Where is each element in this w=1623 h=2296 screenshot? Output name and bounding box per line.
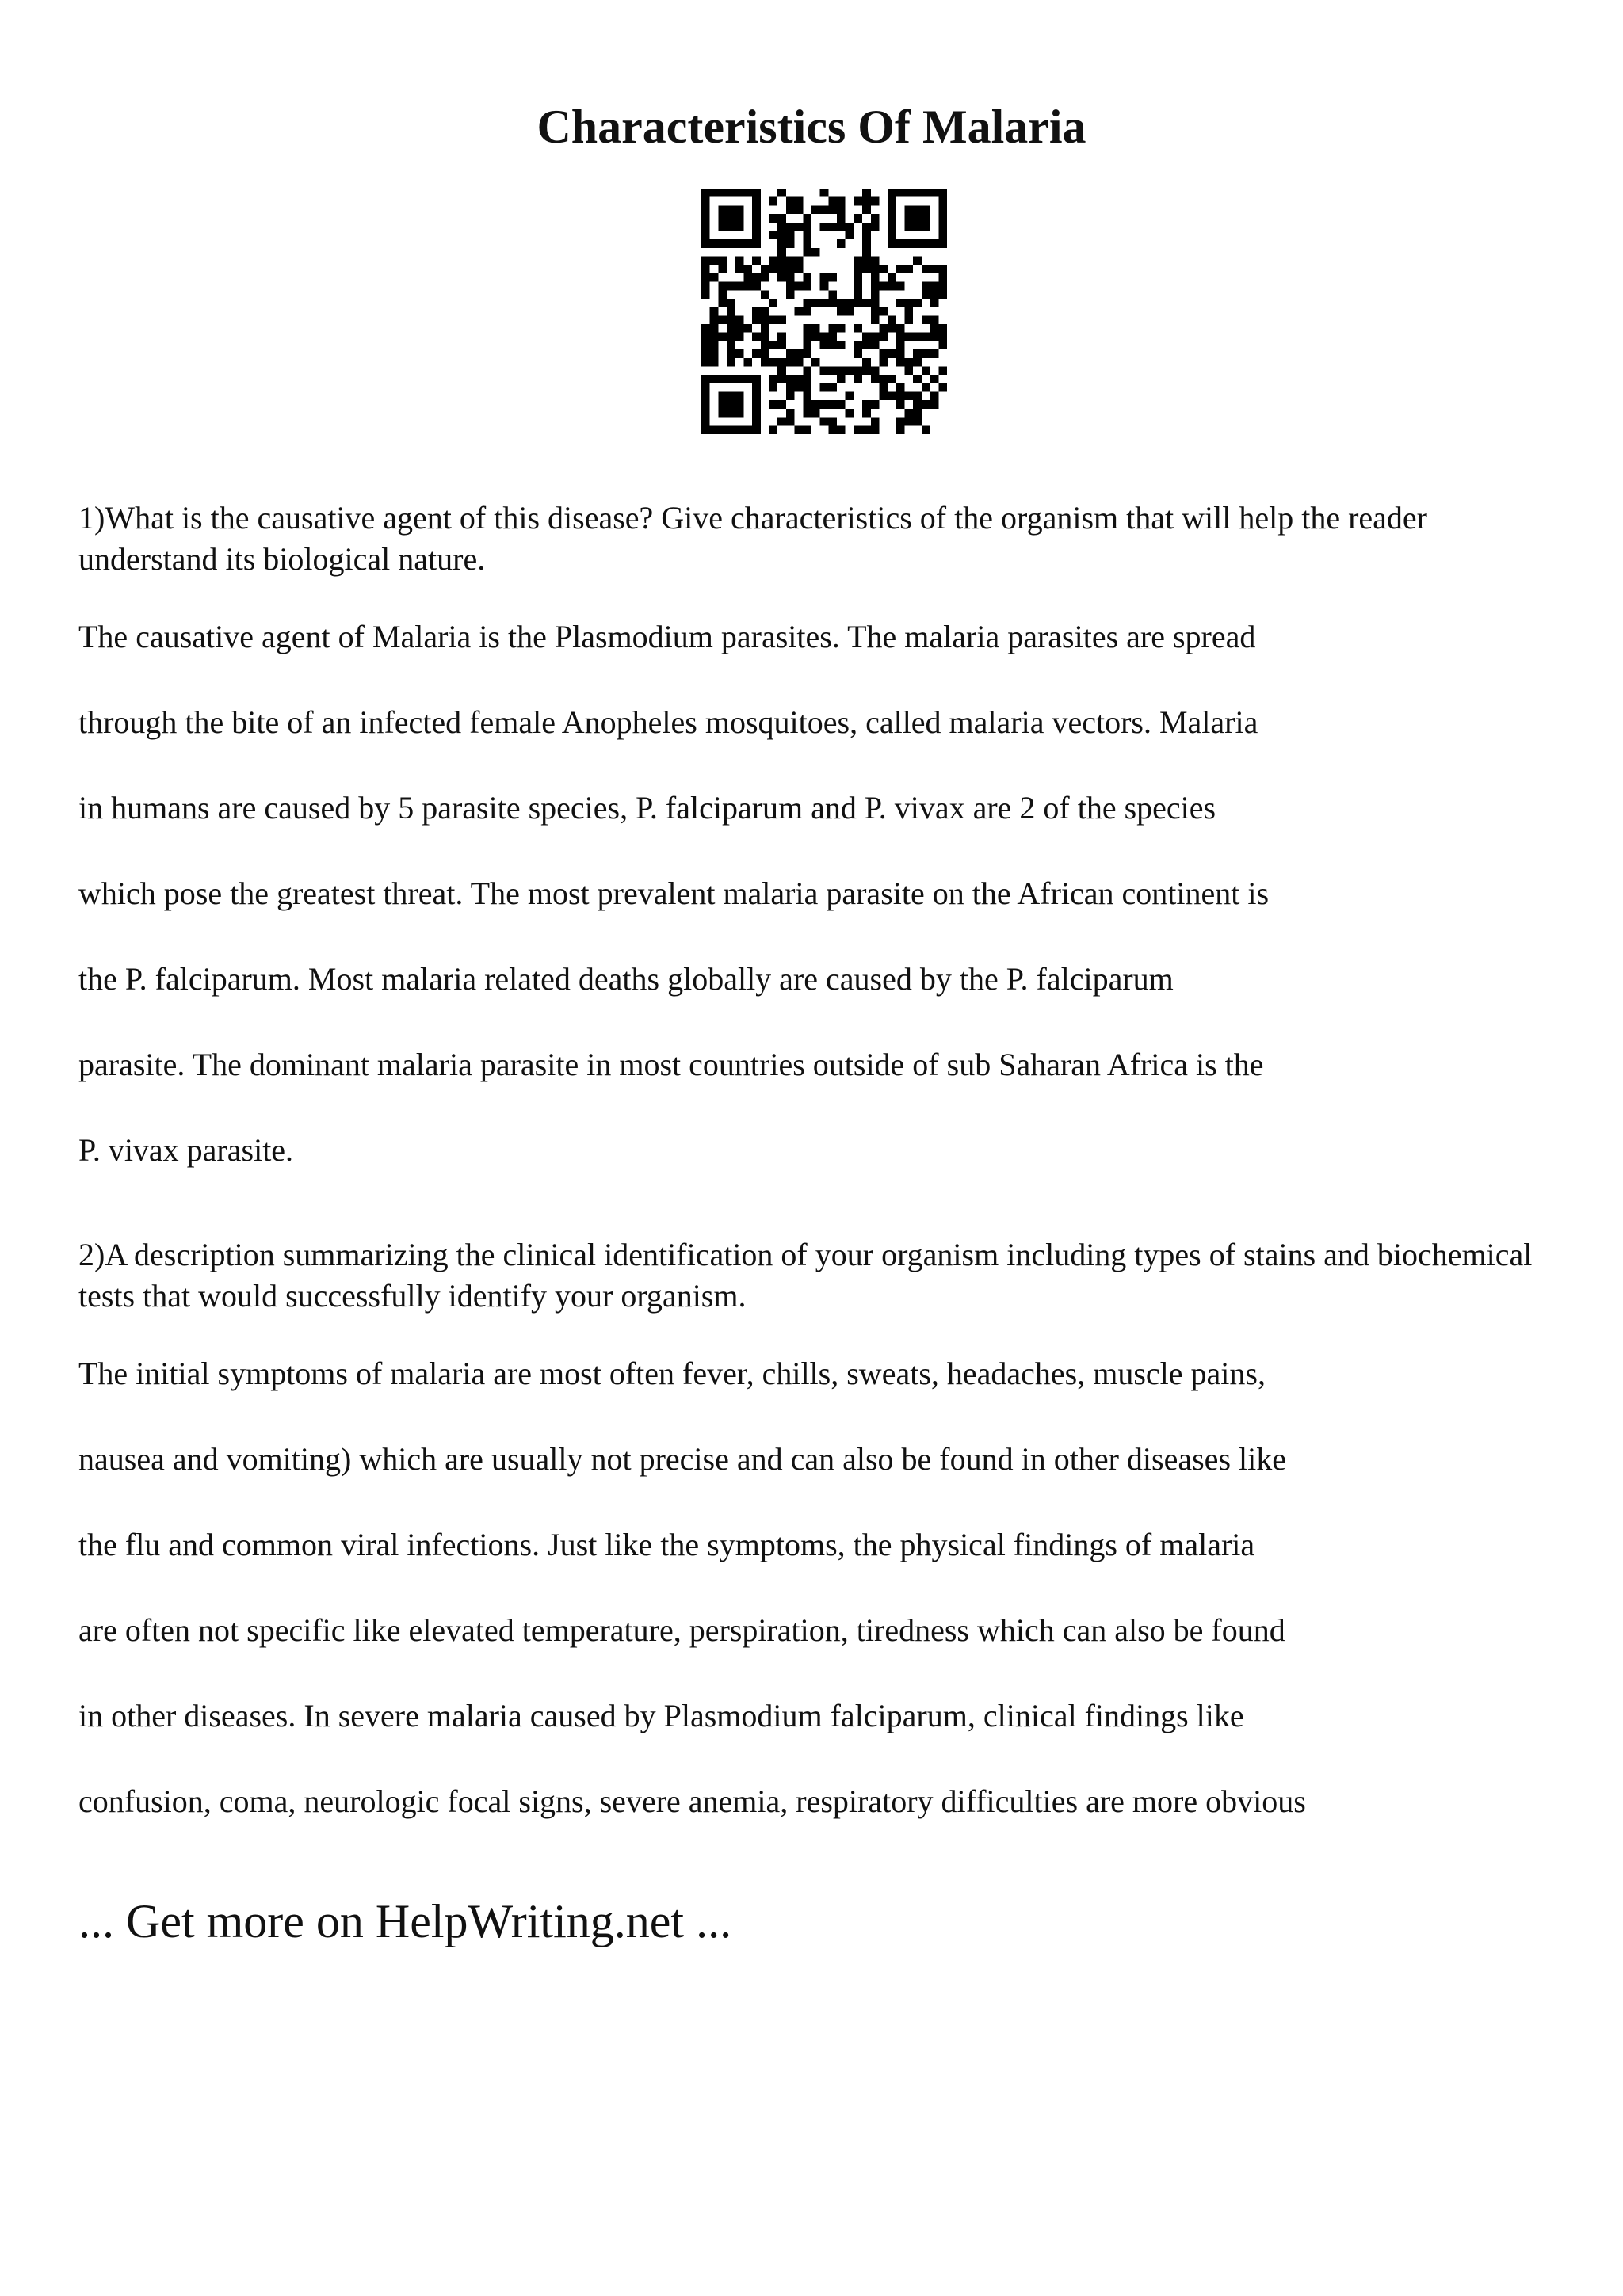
page-title: Characteristics Of Malaria: [537, 101, 1086, 153]
answer-2: [78, 1353, 1568, 1867]
answer-1-line: through the bite of an infected female Anopheles mosquitoes, called malaria vectors. Malaria: [78, 704, 1258, 740]
answer-2-line: nausea and vomiting) which are usually not precise and can also be found in other diseases like: [78, 1441, 1286, 1477]
question-1: 1)What is the causative agent of this disease? Give characteristics of the organism that will help the reader understand its biological nature.: [78, 500, 1427, 577]
answer-2-line: confusion, coma, neurologic focal signs, severe anemia, respiratory difficulties are more obvious: [78, 1783, 1306, 1819]
answer-1-line: The causative agent of Malaria is the Plasmodium parasites. The malaria parasites are spread: [78, 619, 1256, 654]
answer-1-line: in humans are caused by 5 parasite species, P. falciparum and P. vivax are 2 of the species: [78, 790, 1216, 826]
document-body: [78, 498, 1568, 1886]
answer-2-line: in other diseases. In severe malaria caused by Plasmodium falciparum, clinical findings like: [78, 1698, 1244, 1733]
answer-2-line: the flu and common viral infections. Just like the symptoms, the physical findings of malaria: [78, 1527, 1255, 1562]
get-more-link[interactable]: ... Get more on HelpWriting.net ...: [78, 1895, 732, 1947]
answer-2-line: are often not specific like elevated temperature, perspiration, tiredness which can also be found: [78, 1612, 1285, 1648]
answer-1-line: parasite. The dominant malaria parasite in most countries outside of sub Saharan Africa is the: [78, 1047, 1264, 1082]
answer-1-line: which pose the greatest threat. The most prevalent malaria parasite on the African continent is: [78, 875, 1270, 911]
qr-code-icon: [701, 189, 947, 434]
answer-1: [78, 616, 1568, 1215]
answer-1-line: the P. falciparum. Most malaria related deaths globally are caused by the P. falciparum: [78, 961, 1174, 997]
answer-2-line: The initial symptoms of malaria are most often fever, chills, sweats, headaches, muscle pains,: [78, 1356, 1266, 1391]
answer-1-line: P. vivax parasite.: [78, 1132, 294, 1168]
question-2: 2)A description summarizing the clinical identification of your organism including types of stains and biochemical tests that would successfully identify your organism.: [78, 1237, 1533, 1314]
